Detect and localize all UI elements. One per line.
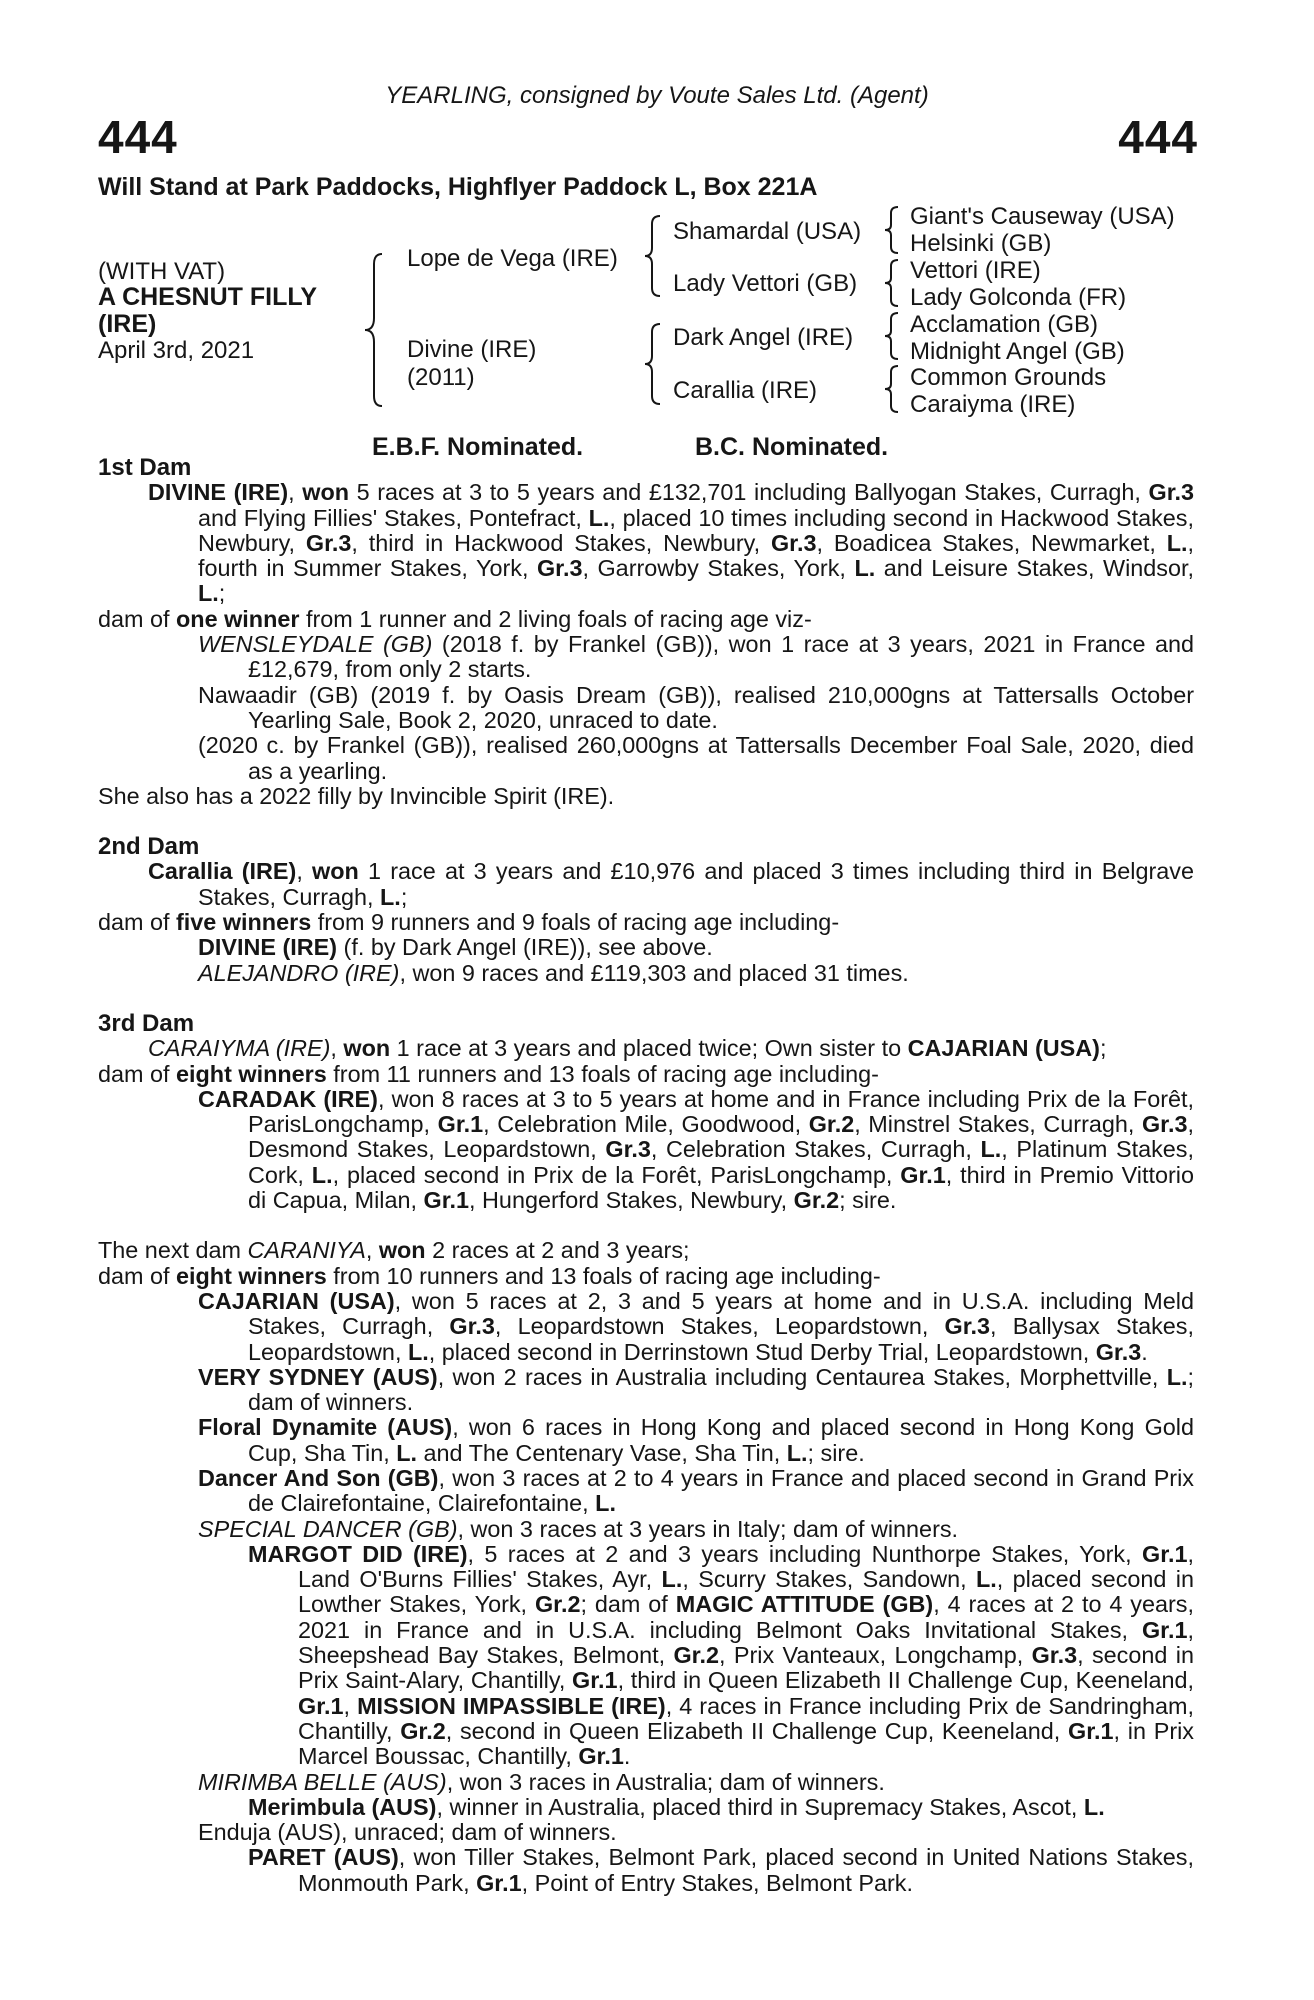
stable-location: Will Stand at Park Paddocks, Highflyer Paddock L, Box 221A	[98, 173, 818, 201]
produce-alejandro: ALEJANDRO (IRE), won 9 races and £119,303 and placed 31 times.	[198, 959, 909, 986]
produce-2020-colt: (2020 c. by Frankel (GB)), realised 260,000gns at Tattersalls December Foal Sale, 2020, died as a yearling.	[198, 732, 1194, 784]
brace-g4-2	[882, 258, 902, 308]
lot-number-left: 444	[98, 111, 178, 163]
third-dam-heading: 3rd Dam	[98, 1009, 195, 1037]
brace-g4-4	[882, 364, 902, 414]
produce-mirimba-belle: MIRIMBA BELLE (AUS), won 3 races in Australia; dam of winners.	[198, 1768, 885, 1795]
second-dam-heading: 2nd Dam	[98, 833, 200, 861]
g4-dds: Common Grounds	[910, 364, 1107, 391]
sire-sire: Shamardal (USA)	[673, 218, 862, 245]
g4-dsd: Midnight Angel (GB)	[910, 338, 1125, 365]
lot-number-right: 444	[1118, 111, 1198, 163]
produce-2022-filly: She also has a 2022 filly by Invincible Spirit (IRE).	[98, 782, 615, 809]
bc-nomination: B.C. Nominated.	[695, 433, 889, 461]
second-dam-produce-summary: dam of five winners from 9 runners and 9 foals of racing age including-	[98, 909, 840, 936]
g4-ssd: Helsinki (GB)	[910, 230, 1052, 257]
next-dam-produce-summary: dam of eight winners from 10 runners and 13 foals of racing age including-	[98, 1262, 881, 1289]
produce-wensleydale: WENSLEYDALE (GB) (2018 f. by Frankel (GB)), won 1 race at 3 years, 2021 in France and £12,679, from only 2 starts.	[198, 631, 1195, 683]
vat-note: (WITH VAT)	[98, 258, 226, 285]
second-dam-record: Carallia (IRE), won 1 race at 3 years and £10,976 and placed 3 times including third in Belgrave Stakes, Curragh, L.;	[148, 858, 1195, 910]
first-dam-record: DIVINE (IRE), won 5 races at 3 to 5 years and £132,701 including Ballyogan Stakes, Curragh, Gr.3 and Flying Fillies' Stakes, Pontefract, L., placed 10 times including second in Hackwood Stakes, Newbury, Gr.3, third in Hackwood Stakes, Newbury, Gr.3, Boadicea Stakes, Newmarket, L., fourth in Summer Stakes, York, Gr.3, Garrowby Stakes, York, L. and Leisure Stakes, Windsor, L.;	[148, 479, 1195, 607]
g4-sds: Vettori (IRE)	[910, 257, 1041, 284]
produce-floral-dynamite: Floral Dynamite (AUS), won 6 races in Hong Kong and placed second in Hong Kong Gold Cup, Sha Tin, L. and The Centenary Vase, Sha Tin, L.; sire.	[198, 1414, 1194, 1466]
g4-ddd: Caraiyma (IRE)	[910, 391, 1076, 418]
sire-dam: Lady Vettori (GB)	[673, 270, 858, 297]
first-dam-produce-summary: dam of one winner from 1 runner and 2 living foals of racing age viz-	[98, 605, 812, 632]
produce-very-sydney: VERY SYDNEY (AUS), won 2 races in Australia including Centaurea Stakes, Morphettville, L.; dam of winners.	[198, 1363, 1194, 1416]
catalogue-body	[98, 455, 1194, 1896]
dam-sire: Dark Angel (IRE)	[673, 324, 854, 351]
produce-divine: DIVINE (IRE) (f. by Dark Angel (IRE)), see above.	[198, 934, 713, 961]
brace-sire	[642, 214, 666, 298]
dam-name: Divine (IRE)	[407, 336, 537, 363]
produce-merimbula: Merimbula (AUS), winner in Australia, placed third in Supremacy Stakes, Ascot, L.	[248, 1793, 1105, 1820]
third-dam-record: CARAIYMA (IRE), won 1 race at 3 years and placed twice; Own sister to CAJARIAN (USA);	[148, 1035, 1107, 1062]
produce-enduja: Enduja (AUS), unraced; dam of winners.	[198, 1819, 617, 1846]
foaling-date: April 3rd, 2021	[98, 337, 255, 364]
brace-g4-1	[882, 205, 902, 255]
g4-sss: Giant's Causeway (USA)	[910, 203, 1175, 230]
first-dam-heading: 1st Dam	[98, 454, 192, 481]
produce-paret: PARET (AUS), won Tiller Stakes, Belmont Park, placed second in United Nations Stakes, Monmouth Park, Gr.1, Point of Entry Stakes, Belmont Park.	[248, 1844, 1194, 1896]
brace-gen1	[362, 252, 392, 408]
produce-nawaadir: Nawaadir (GB) (2019 f. by Oasis Dream (GB)), realised 210,000gns at Tattersalls October Yearling Sale, Book 2, 2020, unraced to date.	[198, 681, 1194, 733]
ebf-nomination: E.B.F. Nominated.	[372, 433, 584, 461]
produce-margot-did: MARGOT DID (IRE), 5 races at 2 and 3 years including Nunthorpe Stakes, York, Gr.1, Land O'Burns Fillies' Stakes, Ayr, L., Scurry Stakes, Sandown, L., placed second in Lowther Stakes, York, Gr.2; dam of MAGIC ATTITUDE (GB), 4 races at 2 to 4 years, 2021 in France and in U.S.A. including Belmont Oaks Invitational Stakes, Gr.1, Sheepshead Bay Stakes, Belmont, Gr.2, Prix Vanteaux, Longchamp, Gr.3, second in Prix Saint-Alary, Chantilly, Gr.1, third in Queen Elizabeth II Challenge Cup, Keeneland, Gr.1, MISSION IMPASSIBLE (IRE), 4 races in France including Prix de Sandringham, Chantilly, Gr.2, second in Queen Elizabeth II Challenge Cup, Keeneland, Gr.1, in Prix Marcel Boussac, Chantilly, Gr.1.	[248, 1540, 1195, 1770]
horse-name: A CHESNUT FILLY	[98, 283, 317, 311]
third-dam-produce-summary: dam of eight winners from 11 runners and 13 foals of racing age including-	[98, 1060, 879, 1087]
produce-caradak: CARADAK (IRE), won 8 races at 3 to 5 years at home and in France including Prix de la Forêt, ParisLongchamp, Gr.1, Celebration Mile, Goodwood, Gr.2, Minstrel Stakes, Curragh, Gr.3, Desmond Stakes, Leopardstown, Gr.3, Celebration Stakes, Curragh, L., Platinum Stakes, Cork, L., placed second in Prix de la Forêt, ParisLongchamp, Gr.1, third in Premio Vittorio di Capua, Milan, Gr.1, Hungerford Stakes, Newbury, Gr.2; sire.	[198, 1085, 1194, 1214]
sire-name: Lope de Vega (IRE)	[407, 245, 618, 272]
produce-dancer-and-son: Dancer And Son (GB), won 3 races at 2 to 4 years in France and placed second in Grand Prix de Clairefontaine, Clairefontaine, L.	[198, 1464, 1194, 1517]
produce-cajarian: CAJARIAN (USA), won 5 races at 2, 3 and 5 years at home and in U.S.A. including Meld Stakes, Curragh, Gr.3, Leopardstown Stakes, Leopardstown, Gr.3, Ballysax Stakes, Leopardstown, L., placed second in Derrinstown Stud Derby Trial, Leopardstown, Gr.3.	[198, 1287, 1195, 1365]
g4-dss: Acclamation (GB)	[910, 311, 1099, 338]
horse-origin: (IRE)	[98, 310, 157, 338]
produce-special-dancer: SPECIAL DANCER (GB), won 3 races at 3 years in Italy; dam of winners.	[198, 1515, 959, 1542]
consignor-caption: YEARLING, consigned by Voute Sales Ltd. (Agent)	[385, 82, 929, 109]
dam-year: (2011)	[407, 364, 475, 391]
next-dam-record: The next dam CARANIYA, won 2 races at 2 and 3 years;	[98, 1237, 690, 1264]
brace-dam	[642, 322, 666, 406]
brace-g4-3	[882, 311, 902, 361]
dam-dam: Carallia (IRE)	[673, 377, 818, 404]
g4-sdd: Lady Golconda (FR)	[910, 284, 1127, 311]
